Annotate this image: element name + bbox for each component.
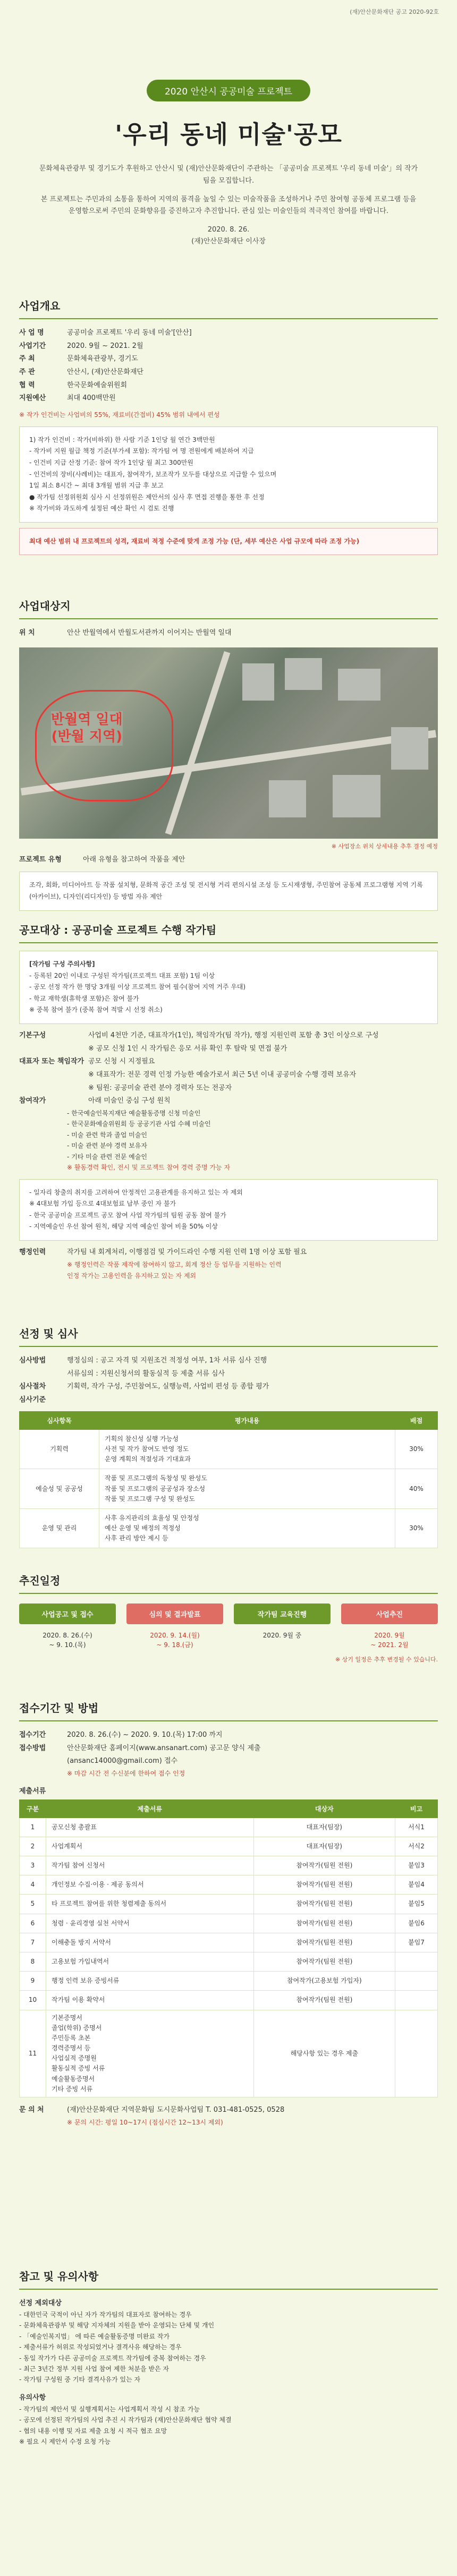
schedule-note: ※ 상기 일정은 추후 변경될 수 있습니다. bbox=[335, 1656, 438, 1663]
info-value: 공공미술 프로젝트 '우리 동네 미술'[안산] bbox=[67, 329, 192, 337]
info-key: 접수기간 bbox=[19, 1731, 46, 1739]
schedule-step bbox=[341, 1603, 438, 1650]
column-header: 비고 bbox=[395, 1799, 438, 1818]
budget-line: 1일 최소 8시간 ~ 최대 3개월 범위 지급 후 보고 bbox=[29, 482, 164, 490]
criteria-item: 운영 및 관리 bbox=[20, 1508, 99, 1548]
location-key: 위 치 bbox=[19, 629, 35, 637]
info-value: 2020. 9월 ~ 2021. 2월 bbox=[67, 342, 143, 350]
section-schedule bbox=[19, 1572, 438, 1664]
info-value: 문화체육관광부, 경기도 bbox=[67, 355, 138, 363]
doc-number: 6 bbox=[20, 1914, 46, 1933]
map-building bbox=[285, 658, 322, 690]
doc-number: 1 bbox=[20, 1818, 46, 1837]
exclusion-box bbox=[19, 1179, 438, 1241]
info-key: 기본구성 bbox=[19, 1031, 46, 1039]
table-row bbox=[20, 1933, 438, 1952]
map-label: 반월역 일대 (반월 지역) bbox=[51, 711, 123, 745]
info-key: 주 최 bbox=[19, 355, 35, 363]
type-desc: 조각, 회화, 미디어아트 등 작품 설치형, 문화적 공간 조성 및 전시형 거리 편의시설 조성 등 도시재생형, 주민참여 공동체 프로그램형 지역 기록(아카이브), 디자인(리디자인) 등 방법 자유 제안 bbox=[19, 872, 438, 910]
artist-criteria: - 미술 관련 학과 졸업 미술인 bbox=[67, 1131, 147, 1139]
doc-target: 대표자(팀장) bbox=[253, 1818, 395, 1837]
artist-red: ※ 활동경력 확인, 전시 및 프로젝트 참여 경력 증명 가능 자 bbox=[67, 1164, 231, 1172]
budget-line: - 작가비 지원 월급 책정 기준(부가세 포함): 작가팀 여 명 전원에게 배분하여 지급 bbox=[29, 447, 254, 455]
info-row bbox=[19, 1394, 438, 1407]
budget-line: - 인건비의 장비(사례비)는 대표자, 참여작가, 보조작가 모두를 대상으로 지급할 수 있으며 bbox=[29, 470, 277, 478]
admin-value: 작가팀 내 회계처리, 이행점검 및 가이드라인 수행 지원 인력 1명 이상 포함 필요 bbox=[67, 1248, 307, 1257]
section-title: 선정 및 심사 bbox=[19, 1325, 438, 1347]
exclusion-item: - 최근 3년간 정부 지원 사업 참여 제한 처분을 받은 자 bbox=[19, 2365, 169, 2373]
info-row bbox=[19, 1055, 438, 1069]
site-map bbox=[19, 647, 438, 839]
notes-sub-2: 유의사항 bbox=[19, 2393, 46, 2402]
docs-title: 제출서류 bbox=[19, 1787, 46, 1795]
section-selection bbox=[19, 1325, 438, 1548]
info-value: 안산시, (재)안산문화재단 bbox=[67, 368, 143, 377]
table-row bbox=[20, 1972, 438, 1991]
step-date: 2020. 8. 26.(수) ~ 9. 10.(목) bbox=[43, 1632, 92, 1649]
doc-number: 7 bbox=[20, 1933, 46, 1952]
section-site bbox=[19, 598, 438, 911]
table-row bbox=[20, 1991, 438, 2010]
hero-pill: 2020 안산시 공공미술 프로젝트 bbox=[147, 80, 310, 101]
doc-note: 서식1 bbox=[395, 1818, 438, 1837]
criteria-score: 40% bbox=[395, 1469, 438, 1509]
table-row bbox=[20, 1856, 438, 1875]
column-header: 구분 bbox=[20, 1799, 46, 1818]
info-key: 사업기간 bbox=[19, 342, 46, 350]
step-label: 작가팀 교육진행 bbox=[234, 1603, 331, 1624]
section-title: 사업대상지 bbox=[19, 598, 438, 619]
map-building bbox=[333, 775, 380, 817]
section-title: 참고 및 유의사항 bbox=[19, 2268, 438, 2290]
section-notes bbox=[19, 2268, 438, 2447]
budget-red-note: 최대 예산 범위 내 프로젝트의 성격, 재료비 적정 수준에 맞게 조정 가능 (단, 세부 예산은 사업 규모에 따라 조정 가능) bbox=[19, 528, 438, 556]
info-key: 주 관 bbox=[19, 368, 35, 377]
map-building bbox=[338, 669, 380, 701]
team-rule-line: ※ 중복 참여 불가 (중복 참여 적발 시 선정 취소) bbox=[29, 1006, 163, 1014]
doc-name: 작가팀 참여 신청서 bbox=[46, 1856, 254, 1875]
team-rules-box bbox=[19, 951, 438, 1024]
doc-number: 8 bbox=[20, 1952, 46, 1971]
doc-note: 붙임6 bbox=[395, 1914, 438, 1933]
step-label: 사업추진 bbox=[341, 1603, 438, 1624]
info-value: (ansanc14000@gmail.com) 접수 bbox=[67, 1757, 178, 1765]
column-header: 대상자 bbox=[253, 1799, 395, 1818]
info-row bbox=[19, 327, 438, 340]
info-value: 사업비 4천만 기준, 대표작가(1인), 책임작가(팀 작가), 행정 지원인력 포함 총 3인 이상으로 구성 bbox=[88, 1031, 379, 1039]
info-row bbox=[19, 1368, 438, 1381]
info-row bbox=[19, 1095, 438, 1108]
contact-red: ※ 문의 시간: 평일 10~17시 (점심시간 12~13시 제외) bbox=[67, 2118, 223, 2126]
doc-name: 기본증명서 졸업(학위) 증명서 주민등록 초본 경력증명서 등 사업실적 증명원 활동실적 증빙 서류 예술활동증명서 기타 증빙 서류 bbox=[46, 2010, 254, 2097]
budget-line: - 인건비 지급 산정 기준: 참여 작가 1인당 월 최고 300만원 bbox=[29, 458, 193, 466]
exclusion-item: - 대한민국 국적이 아닌 자가 작가팀의 대표자로 참여하는 경우 bbox=[19, 2311, 192, 2318]
info-row bbox=[19, 1742, 438, 1755]
doc-target: 참여작가(팀원 전원) bbox=[253, 1952, 395, 1971]
section-apply bbox=[19, 1700, 438, 2128]
doc-target: 해당사항 있는 경우 제출 bbox=[253, 2010, 395, 2097]
column-header: 평가내용 bbox=[99, 1411, 395, 1429]
section-title: 공모대상 : 공공미술 프로젝트 수행 작가팀 bbox=[19, 922, 438, 943]
info-value: 아래 미술인 중심 구성 원칙 bbox=[88, 1097, 171, 1105]
step-date: 2020. 9월 중 bbox=[263, 1632, 302, 1639]
exclusion-item: - 동일 작가가 다른 공공미술 프로젝트 작가팀에 중복 참여하는 경우 bbox=[19, 2354, 206, 2362]
map-road bbox=[165, 651, 231, 835]
exclusion-item: - 작가팀 구성원 중 기타 결격사유가 있는 자 bbox=[19, 2376, 141, 2384]
info-row bbox=[19, 366, 438, 379]
info-key: 협 력 bbox=[19, 381, 35, 389]
doc-note: 붙임4 bbox=[395, 1875, 438, 1895]
column-header: 제출서류 bbox=[46, 1799, 254, 1818]
team-rule-line: - 등록된 20인 이내로 구성된 작가팀(프로젝트 대표 포함) 1팀 이상 bbox=[29, 971, 215, 979]
table-row bbox=[20, 1914, 438, 1933]
info-key bbox=[19, 1755, 67, 1768]
info-row bbox=[19, 1043, 438, 1056]
budget-line: ● 작가팀 선정위원회 심사 시 선정위원은 제안서의 심사 후 면접 진행을 통한 후 선정 bbox=[29, 493, 265, 501]
hero bbox=[0, 0, 457, 248]
exclusion-item: - 제출서류가 허위로 작성되었거나 결격사유 해당하는 경우 bbox=[19, 2343, 182, 2351]
criteria-content: 기획의 참신성 실행 가능성 사전 및 작가 참여도 반영 정도 운영 계획의 적절성과 기대효과 bbox=[99, 1429, 395, 1469]
caution-item: - 작가팀의 제안서 및 실행계획서는 사업계획서 작성 시 참조 가능 bbox=[19, 2405, 200, 2413]
hero-paragraph-1: 문화체육관광부 및 경기도가 후원하고 안산시 및 (재)안산문화재단이 주관하는 「공공미술 프로젝트 '우리 동네 미술'」의 작가팀을 모집합니다. bbox=[39, 165, 418, 185]
info-row bbox=[19, 392, 438, 405]
section-title: 접수기간 및 방법 bbox=[19, 1700, 438, 1721]
doc-target: 참여작가(팀원 전원) bbox=[253, 1875, 395, 1895]
artist-criteria: - 기타 미술 관련 전문 예술인 bbox=[67, 1153, 147, 1161]
map-caption: ※ 사업장소 위치 상세내용 추후 결정 예정 bbox=[331, 842, 438, 850]
doc-note: 붙임7 bbox=[395, 1933, 438, 1952]
doc-number: 9 bbox=[20, 1972, 46, 1991]
schedule-step bbox=[126, 1603, 223, 1650]
info-key: 참여작가 bbox=[19, 1097, 46, 1105]
doc-name: 작가팀 이용 확약서 bbox=[46, 1991, 254, 2010]
criteria-content: 사후 유지관리의 효율성 및 안정성 예산 운영 및 배정의 적정성 사후 관리 방안 제시 등 bbox=[99, 1508, 395, 1548]
artist-criteria: - 미술 관련 분야 경력 보유자 bbox=[67, 1142, 147, 1150]
schedule-step bbox=[19, 1603, 116, 1650]
doc-note bbox=[395, 1972, 438, 1991]
table-row bbox=[20, 1875, 438, 1895]
info-row bbox=[19, 353, 438, 366]
doc-note bbox=[395, 2010, 438, 2097]
table-row bbox=[20, 1429, 438, 1469]
map-building bbox=[269, 780, 306, 817]
column-header: 배점 bbox=[395, 1411, 438, 1429]
doc-target: 참여작가(팀원 전원) bbox=[253, 1895, 395, 1914]
exclusion-line: ※ 4대보험 가입 등으로 4대보험료 납부 중인 자 불가 bbox=[29, 1200, 176, 1208]
budget-note: ※ 작가 인건비는 사업비의 55%, 재료비(간접비) 45% 범위 내에서 편성 bbox=[19, 411, 220, 419]
info-value: ※ 공모 신청 1인 시 작가팀은 응모 서류 확인 후 탈락 및 면접 불가 bbox=[88, 1044, 287, 1053]
team-rule-line: - 공모 선정 작가 한 명당 3개월 이상 프로젝트 참여 필수(참여 지역 거주 우대) bbox=[29, 983, 246, 991]
doc-target: 참여작가(팀원 전원) bbox=[253, 1914, 395, 1933]
info-value: 행정심의 : 공고 자격 및 지원조건 적정성 여부, 1차 서류 심사 진행 bbox=[67, 1357, 267, 1364]
budget-line: ※ 작가비와 과도하게 설정된 예산 확인 시 검토 진행 bbox=[29, 505, 174, 513]
info-row bbox=[19, 1029, 438, 1043]
docs-table bbox=[19, 1799, 438, 2097]
admin-red-2: 인정 작가는 고용인력을 유지하고 있는 자 제외 bbox=[67, 1272, 197, 1280]
criteria-item: 예술성 및 공공성 bbox=[20, 1469, 99, 1509]
info-value: 2020. 8. 26.(수) ~ 2020. 9. 10.(목) 17:00 까지 bbox=[67, 1731, 223, 1739]
doc-name: 고용보험 가입내역서 bbox=[46, 1952, 254, 1971]
contact-key: 문 의 처 bbox=[19, 2106, 44, 2114]
doc-name: 청렴 · 윤리경영 실천 서약서 bbox=[46, 1914, 254, 1933]
doc-note: 붙임5 bbox=[395, 1895, 438, 1914]
info-row bbox=[19, 340, 438, 353]
caution-item: - 공모에 선정된 작가팀의 사업 추진 시 작가팀과 (재)안산문화재단 협약 체결 bbox=[19, 2416, 232, 2424]
type-key: 프로젝트 유형 bbox=[19, 855, 62, 864]
announce-org: (재)안산문화재단 이사장 bbox=[191, 237, 266, 246]
info-key: 심사기준 bbox=[19, 1396, 46, 1404]
doc-number: 10 bbox=[20, 1991, 46, 2010]
info-value: 서류심의 : 지원신청서의 활동실적 등 제출 서류 심사 bbox=[67, 1369, 225, 1378]
info-key bbox=[19, 1082, 88, 1095]
doc-number: 4 bbox=[20, 1875, 46, 1895]
info-key: 심사절차 bbox=[19, 1383, 46, 1391]
table-row bbox=[20, 1508, 438, 1548]
doc-number: 11 bbox=[20, 2010, 46, 2097]
info-row bbox=[19, 1380, 438, 1394]
info-value: 안산문화재단 홈페이지(www.ansanart.com) 공고문 양식 제출 bbox=[67, 1744, 261, 1752]
doc-name: 타 프로젝트 참여를 위한 청렴제출 동의서 bbox=[46, 1895, 254, 1914]
table-row bbox=[20, 1469, 438, 1509]
step-label: 사업공고 및 접수 bbox=[19, 1603, 116, 1624]
map-building bbox=[242, 663, 274, 701]
notice-number: (재)안산문화재단 공고 2020-92호 bbox=[350, 8, 439, 15]
doc-name: 사업계획서 bbox=[46, 1837, 254, 1856]
info-value: 한국문화예술위원회 bbox=[67, 381, 128, 389]
info-value: 공모 신청 시 지정필요 bbox=[88, 1057, 155, 1066]
doc-target: 참여작가(고용보험 가입자) bbox=[253, 1972, 395, 1991]
exclusion-item: - 문화체육관광부 및 해당 지자체의 지원을 받아 운영되는 단체 및 개인 bbox=[19, 2322, 215, 2330]
admin-red: ※ 행정인력은 작품 제작에 참여하지 않고, 회계 정산 등 업무를 지원하는 인력 bbox=[67, 1260, 282, 1268]
table-row bbox=[20, 1895, 438, 1914]
info-key bbox=[19, 1069, 88, 1082]
info-key bbox=[19, 1368, 67, 1381]
doc-note: 서식2 bbox=[395, 1837, 438, 1856]
admin-key: 행정인력 bbox=[19, 1248, 46, 1257]
info-row bbox=[19, 1082, 438, 1095]
hero-paragraph-2: 본 프로젝트는 주민과의 소통을 통하여 지역의 품격을 높일 수 있는 미술작품을 조성하거나 주민 참여형 공동체 프로그램 등을 운영함으로써 주민의 문화향유를 증진하고자 추진합니다. 관심 있는 미술인들의 적극적인 참여를 바랍니다. bbox=[40, 195, 417, 216]
doc-target: 참여작가(팀원 전원) bbox=[253, 1991, 395, 2010]
page-title: '우리 동네 미술'공모 bbox=[115, 120, 342, 149]
site-boundary bbox=[35, 690, 173, 801]
doc-note bbox=[395, 1952, 438, 1971]
doc-target: 참여작가(팀원 전원) bbox=[253, 1933, 395, 1952]
table-row bbox=[20, 1818, 438, 1837]
info-value: 기획력, 작가 구성, 주민참여도, 실행능력, 사업비 편성 등 종합 평가 bbox=[67, 1383, 269, 1391]
doc-note bbox=[395, 1991, 438, 2010]
section-eligibility bbox=[19, 922, 438, 1282]
table-row bbox=[20, 1837, 438, 1856]
doc-note: 붙임3 bbox=[395, 1856, 438, 1875]
location-value: 안산 반월역에서 반월도서관까지 이어지는 반월역 일대 bbox=[67, 629, 232, 637]
step-date: 2020. 9. 14.(월) ~ 9. 18.(금) bbox=[150, 1632, 200, 1649]
doc-name: 행정 인력 보유 증빙서류 bbox=[46, 1972, 254, 1991]
info-value: 최대 400백만원 bbox=[67, 394, 116, 403]
criteria-item: 기획력 bbox=[20, 1429, 99, 1469]
map-building bbox=[391, 727, 428, 770]
step-date: 2020. 9월 ~ 2021. 2월 bbox=[370, 1632, 409, 1649]
info-row bbox=[19, 1755, 438, 1768]
info-row bbox=[19, 379, 438, 393]
apply-red: ※ 마감 시간 전 수신분에 한하여 접수 인정 bbox=[67, 1770, 185, 1778]
notes-sub-1: 선정 제외대상 bbox=[19, 2299, 62, 2307]
info-row bbox=[19, 1069, 438, 1082]
step-label: 심의 및 결과발표 bbox=[126, 1603, 223, 1624]
doc-name: 공모신청 총괄표 bbox=[46, 1818, 254, 1837]
artist-criteria: - 한국문화예술위원회 등 공공기관 사업 수혜 미술인 bbox=[67, 1120, 211, 1128]
doc-name: 개인정보 수집·이용 · 제공 동의서 bbox=[46, 1875, 254, 1895]
table-row bbox=[20, 2010, 438, 2097]
info-key bbox=[19, 1043, 88, 1056]
doc-number: 5 bbox=[20, 1895, 46, 1914]
info-value bbox=[67, 1394, 438, 1407]
caution-item: ※ 필요 시 제안서 수정 요청 가능 bbox=[19, 2437, 111, 2445]
team-rules-title: [작가팀 구성 주의사항] bbox=[29, 960, 95, 968]
column-header: 심사항목 bbox=[20, 1411, 99, 1429]
type-value: 아래 유형을 참고하여 작품을 제안 bbox=[83, 855, 185, 864]
table-row bbox=[20, 1952, 438, 1971]
schedule-step bbox=[234, 1603, 331, 1650]
doc-target: 참여작가(팀원 전원) bbox=[253, 1856, 395, 1875]
exclusion-line: - 일자리 창출의 취지를 고려하여 안정적인 고용관계를 유지하고 있는 자 제외 bbox=[29, 1188, 243, 1196]
doc-number: 3 bbox=[20, 1856, 46, 1875]
section-title: 추진일정 bbox=[19, 1572, 438, 1594]
exclusion-line: - 지역예술인 우선 참여 원칙, 해당 지역 예술인 참여 비율 50% 이상 bbox=[29, 1223, 218, 1231]
info-row bbox=[19, 1354, 438, 1368]
caution-item: - 협의 내용 이행 및 자료 제출 요청 시 적극 협조 요망 bbox=[19, 2427, 167, 2435]
info-key: 대표자 또는 책임작가 bbox=[19, 1057, 84, 1066]
doc-number: 2 bbox=[20, 1837, 46, 1856]
budget-box bbox=[19, 427, 438, 523]
doc-target: 대표자(팀장) bbox=[253, 1837, 395, 1856]
info-value: ※ 대표작가: 전문 경력 인정 가능한 예술가로서 최근 5년 이내 공공미술 수행 경력 보유자 bbox=[88, 1071, 357, 1079]
announce-date: 2020. 8. 26. bbox=[207, 226, 250, 234]
criteria-score: 30% bbox=[395, 1429, 438, 1469]
info-key: 지원예산 bbox=[19, 394, 46, 403]
hero-body bbox=[37, 163, 420, 248]
exclusion-item: - 「예술인복지법」 에 따른 예술활동증명 미완료 작가 bbox=[19, 2332, 170, 2340]
info-value: ※ 팀원: 공공미술 관련 분야 경력자 또는 전공자 bbox=[88, 1084, 232, 1092]
criteria-table bbox=[19, 1411, 438, 1549]
info-key: 심사방법 bbox=[19, 1357, 46, 1364]
exclusion-line: - 한국 공공미술 프로젝트 공모 참여 사업 작가팀의 팀원 공동 참여 불가 bbox=[29, 1211, 226, 1219]
team-rule-line: - 학교 재학생(휴학생 포함)은 참여 불가 bbox=[29, 994, 139, 1002]
info-key: 사 업 명 bbox=[19, 329, 44, 337]
info-key: 접수방법 bbox=[19, 1744, 46, 1752]
criteria-score: 30% bbox=[395, 1508, 438, 1548]
budget-line: 1) 작가 인건비 : 작가(비하위) 한 사람 기준 1인당 월 연간 3백만원 bbox=[29, 436, 215, 443]
contact-value: (재)안산문화재단 지역문화팀 도시문화사업팀 T. 031-481-0525, 0528 bbox=[67, 2106, 285, 2114]
info-row bbox=[19, 1729, 438, 1742]
artist-criteria: - 한국예술인복지재단 예술활동증명 신청 미술인 bbox=[67, 1110, 201, 1118]
criteria-content: 작품 및 프로그램의 독창성 및 완성도 작품 및 프로그램의 공공성과 장소성 작품 및 프로그램 구성 및 완성도 bbox=[99, 1469, 395, 1509]
doc-name: 이해충돌 방지 서약서 bbox=[46, 1933, 254, 1952]
section-overview bbox=[19, 297, 438, 555]
section-title: 사업개요 bbox=[19, 297, 438, 319]
